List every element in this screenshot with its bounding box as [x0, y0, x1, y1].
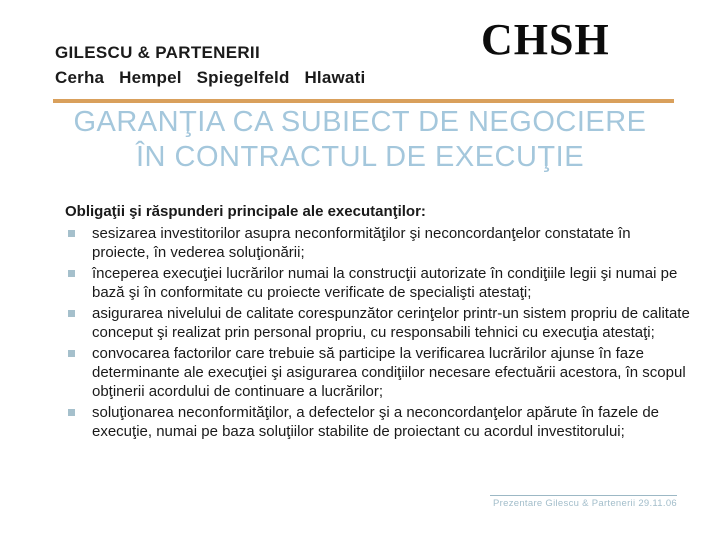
square-bullet-icon [68, 270, 75, 277]
list-item [68, 224, 697, 262]
bullet-list [65, 224, 697, 441]
list-item [68, 304, 697, 342]
square-bullet-icon [68, 409, 75, 416]
logo-partner-names: Cerha Hempel Spiegelfeld Hlawati [55, 68, 366, 87]
bullet-text: soluţionarea neconformităţilor, a defectelor şi a neconcordanţelor apărute în fazele de execuţie, numai pe baza soluţiilor stabilite de proiectant cu acordul investitorului; [92, 404, 660, 440]
logo-firm-name: GILESCU & PARTENERII [55, 43, 260, 62]
footer-divider [490, 495, 677, 496]
square-bullet-icon [68, 230, 75, 237]
list-item [68, 264, 697, 302]
bullet-text: sesizarea investitorilor asupra neconformităţilor şi neconcordanţelor constatate în proiecte, în vederea soluţionării; [92, 225, 631, 261]
slide-title-line2: ÎN CONTRACTUL DE EXECUŢIE [135, 141, 585, 173]
list-item [68, 403, 697, 441]
slide-title [40, 105, 680, 175]
firm-logo [55, 43, 365, 88]
footer-caption: Prezentare Gilescu & Partenerii 29.11.06 [493, 498, 677, 509]
slide-body [65, 202, 697, 443]
square-bullet-icon [68, 350, 75, 357]
list-item [68, 344, 697, 401]
bullet-text: începerea execuţiei lucrărilor numai la construcţii autorizate în condiţiile legii şi numai pe bază şi în conformitate cu proiecte verificate de specialişti atestaţi; [92, 265, 678, 301]
brand-mark-chsh: CHSH [481, 15, 610, 64]
body-heading: Obligaţii şi răspunderi principale ale executanţilor: [65, 203, 426, 220]
bullet-text: convocarea factorilor care trebuie să participe la verificarea lucrărilor ajunse în faze determinante ale execuţiei şi asigurarea condiţiilor necesare efectuării acestora, în scopul obţinerii acordului de continuare a lucrărilor; [92, 345, 686, 400]
header-divider [53, 99, 674, 103]
square-bullet-icon [68, 310, 75, 317]
slide-title-line1: GARANŢIA CA SUBIECT DE NEGOCIERE [73, 106, 647, 138]
bullet-text: asigurarea nivelului de calitate corespunzător cerinţelor printr-un sistem propriu de calitate conceput şi realizat prin personal propriu, cu responsabili tehnici cu execuţia atestaţi; [92, 305, 690, 341]
